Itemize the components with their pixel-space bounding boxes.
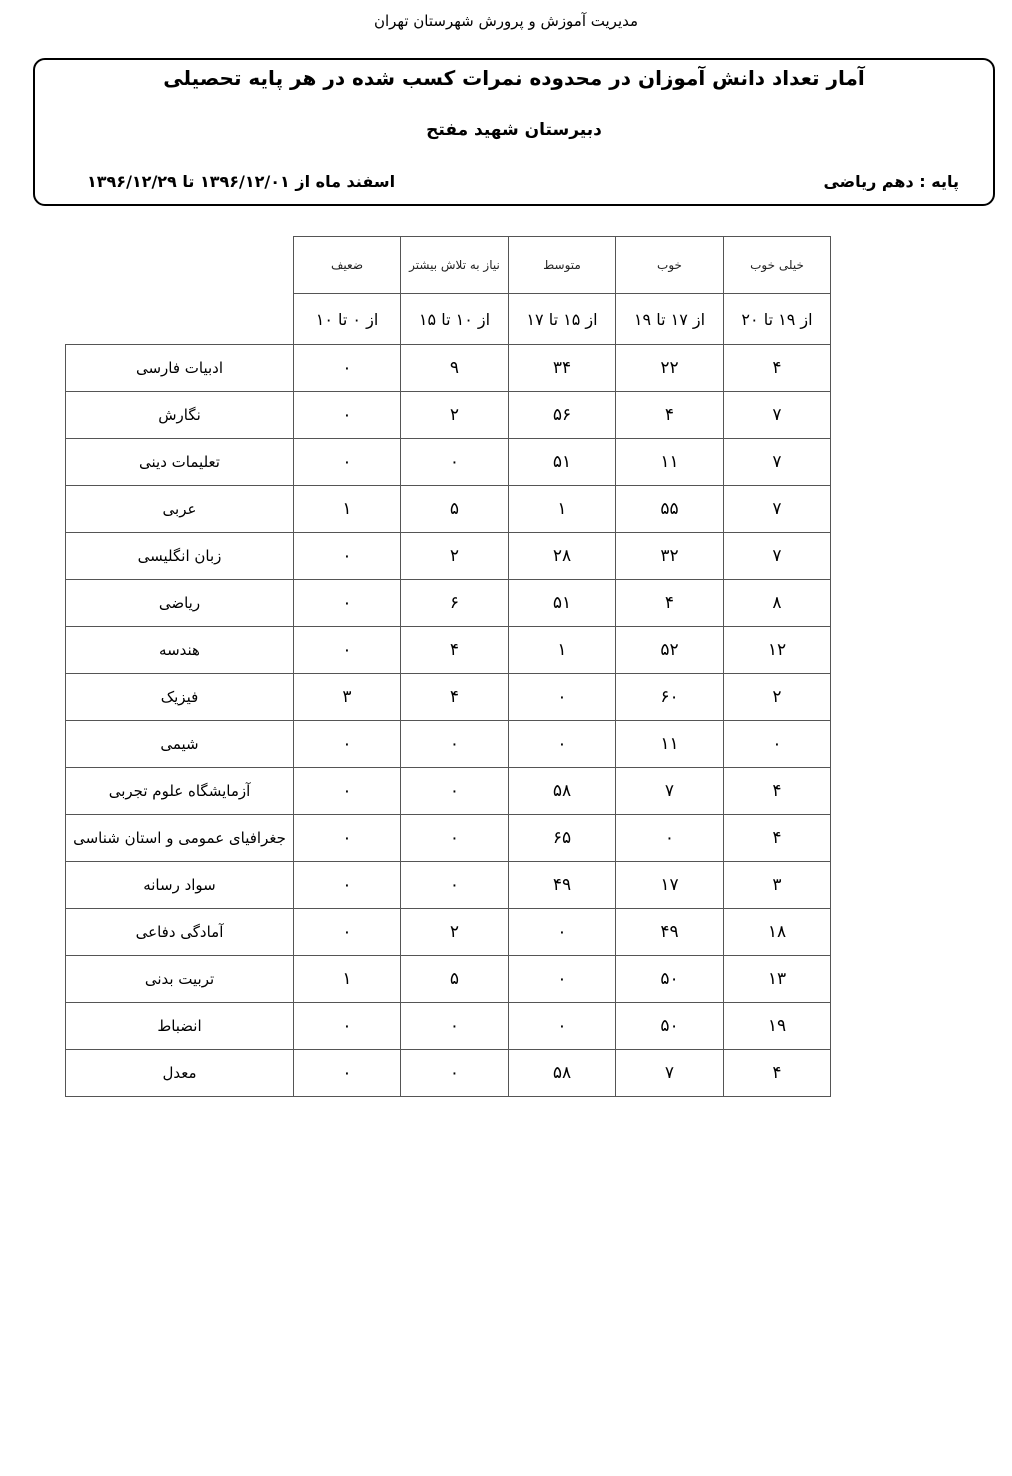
count-cell: ۰ <box>294 439 401 486</box>
count-cell: ۰ <box>294 721 401 768</box>
count-cell: ۰ <box>509 909 616 956</box>
subject-cell: سواد رسانه <box>66 862 294 909</box>
range-header: از ۱۹ تا ۲۰ <box>724 294 831 345</box>
subject-cell: زبان انگلیسی <box>66 533 294 580</box>
count-cell: ۰ <box>294 580 401 627</box>
table-row <box>66 1003 831 1050</box>
count-cell: ۰ <box>509 1003 616 1050</box>
count-cell: ۰ <box>294 1003 401 1050</box>
count-cell: ۵۸ <box>509 1050 616 1097</box>
range-header: از ۱۵ تا ۱۷ <box>509 294 616 345</box>
count-cell: ۷ <box>724 439 831 486</box>
count-cell: ۰ <box>294 768 401 815</box>
page-header: مدیریت آموزش و پرورش شهرستان تهران <box>373 12 639 30</box>
count-cell: ۴ <box>724 768 831 815</box>
count-cell: ۵۵ <box>616 486 724 533</box>
count-cell: ۰ <box>294 862 401 909</box>
table-row <box>66 439 831 486</box>
count-cell: ۴ <box>401 627 509 674</box>
count-cell: ۴ <box>616 580 724 627</box>
subject-cell: معدل <box>66 1050 294 1097</box>
table-row <box>66 674 831 721</box>
count-cell: ۵۱ <box>509 439 616 486</box>
subject-cell: ریاضی <box>66 580 294 627</box>
count-cell: ۳۲ <box>616 533 724 580</box>
count-cell: ۰ <box>294 627 401 674</box>
table-row <box>66 533 831 580</box>
count-cell: ۴ <box>724 345 831 392</box>
report-title: آمار تعداد دانش آموزان در محدوده نمرات کسب شده در هر پایه تحصیلی <box>163 66 865 90</box>
grades-table <box>65 236 831 1097</box>
empty-corner <box>66 294 294 345</box>
count-cell: ۰ <box>616 815 724 862</box>
count-cell: ۰ <box>401 768 509 815</box>
category-header: متوسط <box>509 237 616 294</box>
subject-cell: نگارش <box>66 392 294 439</box>
count-cell: ۶ <box>401 580 509 627</box>
subject-cell: جغرافیای عمومی و استان شناسی <box>66 815 294 862</box>
count-cell: ۱۱ <box>616 721 724 768</box>
table-row <box>66 345 831 392</box>
count-cell: ۴۹ <box>616 909 724 956</box>
category-header-row <box>66 237 831 294</box>
count-cell: ۲ <box>724 674 831 721</box>
count-cell: ۱۸ <box>724 909 831 956</box>
subject-cell: آمادگی دفاعی <box>66 909 294 956</box>
subject-cell: هندسه <box>66 627 294 674</box>
table-row <box>66 1050 831 1097</box>
count-cell: ۰ <box>401 862 509 909</box>
subject-cell: تعلیمات دینی <box>66 439 294 486</box>
count-cell: ۱۲ <box>724 627 831 674</box>
table-row <box>66 392 831 439</box>
count-cell: ۳ <box>294 674 401 721</box>
table-row <box>66 909 831 956</box>
count-cell: ۱ <box>294 486 401 533</box>
count-cell: ۵۱ <box>509 580 616 627</box>
count-cell: ۰ <box>294 345 401 392</box>
count-cell: ۷ <box>616 1050 724 1097</box>
count-cell: ۰ <box>401 439 509 486</box>
count-cell: ۰ <box>401 815 509 862</box>
count-cell: ۱۱ <box>616 439 724 486</box>
subject-cell: تربیت بدنی <box>66 956 294 1003</box>
range-header: از ۱۷ تا ۱۹ <box>616 294 724 345</box>
table-row <box>66 768 831 815</box>
count-cell: ۵۶ <box>509 392 616 439</box>
table-row <box>66 956 831 1003</box>
count-cell: ۰ <box>401 721 509 768</box>
count-cell: ۴۹ <box>509 862 616 909</box>
report-header-box <box>33 58 995 206</box>
count-cell: ۲ <box>401 909 509 956</box>
count-cell: ۰ <box>294 815 401 862</box>
table-row <box>66 627 831 674</box>
count-cell: ۵۰ <box>616 956 724 1003</box>
count-cell: ۶۰ <box>616 674 724 721</box>
period-label: اسفند ماه از ۱۳۹۶/۱۲/۰۱ تا ۱۳۹۶/۱۲/۲۹ <box>87 172 396 191</box>
count-cell: ۶۵ <box>509 815 616 862</box>
count-cell: ۷ <box>616 768 724 815</box>
count-cell: ۱۳ <box>724 956 831 1003</box>
table-row <box>66 486 831 533</box>
count-cell: ۰ <box>294 1050 401 1097</box>
count-cell: ۰ <box>724 721 831 768</box>
subject-cell: عربی <box>66 486 294 533</box>
count-cell: ۵ <box>401 956 509 1003</box>
count-cell: ۰ <box>401 1050 509 1097</box>
count-cell: ۰ <box>294 392 401 439</box>
count-cell: ۱ <box>509 627 616 674</box>
count-cell: ۳۴ <box>509 345 616 392</box>
count-cell: ۴ <box>724 1050 831 1097</box>
count-cell: ۰ <box>509 956 616 1003</box>
category-header: ضعیف <box>294 237 401 294</box>
subject-cell: فیزیک <box>66 674 294 721</box>
count-cell: ۰ <box>509 721 616 768</box>
count-cell: ۰ <box>401 1003 509 1050</box>
count-cell: ۰ <box>294 533 401 580</box>
table-row <box>66 862 831 909</box>
count-cell: ۵۸ <box>509 768 616 815</box>
range-header: از ۱۰ تا ۱۵ <box>401 294 509 345</box>
count-cell: ۷ <box>724 486 831 533</box>
subject-cell: آزمایشگاه علوم تجربی <box>66 768 294 815</box>
count-cell: ۲۲ <box>616 345 724 392</box>
grade-label: پایه : دهم ریاضی <box>823 172 959 191</box>
range-header: از ۰ تا ۱۰ <box>294 294 401 345</box>
count-cell: ۹ <box>401 345 509 392</box>
count-cell: ۵۲ <box>616 627 724 674</box>
count-cell: ۷ <box>724 533 831 580</box>
subject-cell: ادبیات فارسی <box>66 345 294 392</box>
count-cell: ۲۸ <box>509 533 616 580</box>
count-cell: ۴ <box>616 392 724 439</box>
count-cell: ۲ <box>401 533 509 580</box>
empty-corner <box>66 237 294 294</box>
table-row <box>66 721 831 768</box>
category-header: خوب <box>616 237 724 294</box>
count-cell: ۰ <box>294 909 401 956</box>
subject-cell: انضباط <box>66 1003 294 1050</box>
count-cell: ۱۹ <box>724 1003 831 1050</box>
count-cell: ۱ <box>294 956 401 1003</box>
category-header: نیاز به تلاش بیشتر <box>401 237 509 294</box>
category-header: خیلی خوب <box>724 237 831 294</box>
count-cell: ۴ <box>724 815 831 862</box>
table-row <box>66 815 831 862</box>
count-cell: ۳ <box>724 862 831 909</box>
range-header-row <box>66 294 831 345</box>
count-cell: ۸ <box>724 580 831 627</box>
count-cell: ۱ <box>509 486 616 533</box>
count-cell: ۰ <box>509 674 616 721</box>
school-name: دبیرستان شهید مفتح <box>426 120 602 140</box>
count-cell: ۵۰ <box>616 1003 724 1050</box>
table-row <box>66 580 831 627</box>
count-cell: ۵ <box>401 486 509 533</box>
count-cell: ۲ <box>401 392 509 439</box>
subject-cell: شیمی <box>66 721 294 768</box>
count-cell: ۴ <box>401 674 509 721</box>
count-cell: ۱۷ <box>616 862 724 909</box>
count-cell: ۷ <box>724 392 831 439</box>
